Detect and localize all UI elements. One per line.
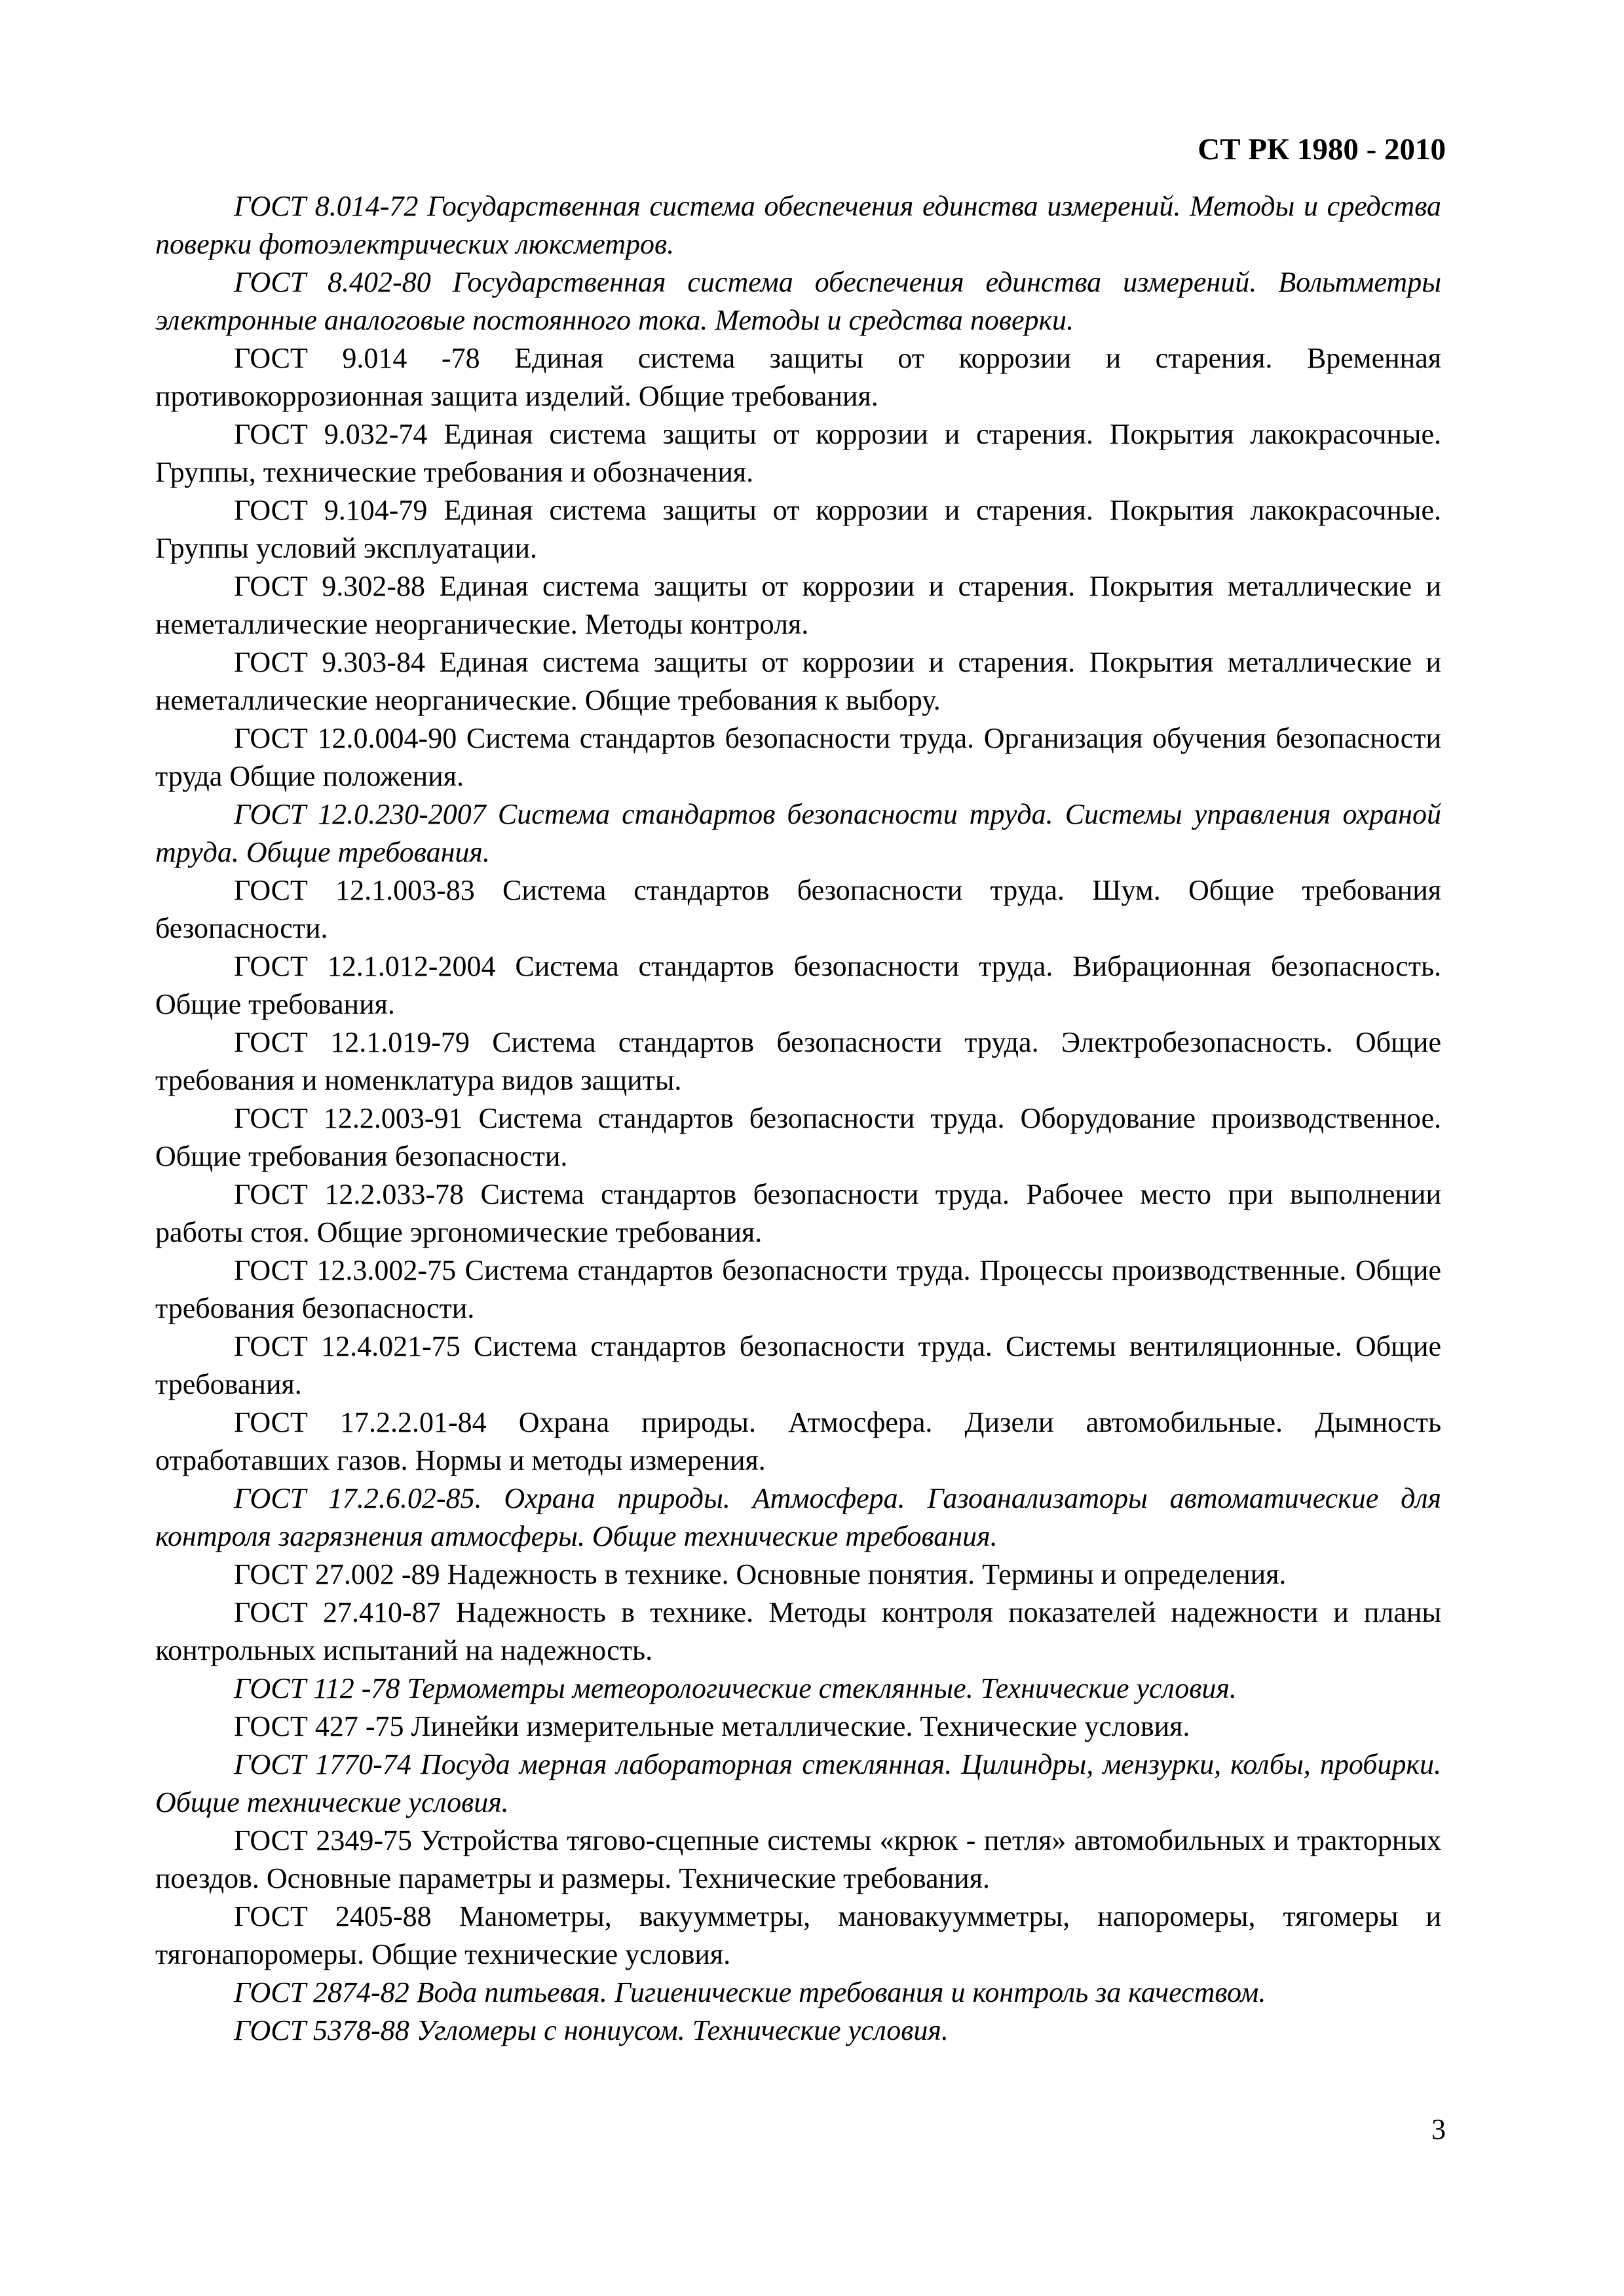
standard-title: Устройства тягово-сцепные системы «крюк - петля» автомобильных и тракторных поездов. Основные параметры и размеры. Технические требования. <box>155 1824 1442 1894</box>
list-item <box>155 1974 1441 2012</box>
standard-code: ГОСТ 8.014-72 <box>234 190 419 222</box>
standard-title: Система стандартов безопасности труда. Системы вентиляционные. Общие требования. <box>155 1330 1442 1400</box>
standard-code: ГОСТ 12.1.019-79 <box>234 1026 470 1058</box>
list-item <box>155 187 1441 263</box>
standard-code: ГОСТ 12.0.230-2007 <box>234 798 486 830</box>
standard-title: Единая система защиты от коррозии и старения. Покрытия металлические и неметаллические неорганические. Общие требования к выбору. <box>155 646 1442 716</box>
standard-code: ГОСТ 9.104-79 <box>234 494 428 526</box>
list-item <box>155 947 1441 1024</box>
list-item <box>155 1556 1441 1594</box>
page-number: 3 <box>1431 2113 1446 2145</box>
standard-code: ГОСТ 27.410-87 <box>234 1596 441 1628</box>
standard-code: ГОСТ 2405-88 <box>234 1900 432 1932</box>
standard-title: Единая система защиты от коррозии и старения. Временная противокоррозионная защита изделий. Общие требования. <box>155 342 1441 412</box>
list-item <box>155 491 1441 567</box>
list-item <box>155 1480 1441 1556</box>
list-item <box>155 567 1441 643</box>
list-item <box>155 1898 1441 1974</box>
list-item <box>155 2012 1441 2050</box>
standard-code: ГОСТ 12.4.021-75 <box>234 1330 461 1362</box>
list-item <box>155 1100 1441 1176</box>
standard-title: Система стандартов безопасности труда. Шум. Общие требования безопасности. <box>155 874 1442 944</box>
list-item <box>155 643 1441 719</box>
standard-title: Термометры метеорологические стеклянные. Технические условия. <box>407 1672 1237 1704</box>
standard-title: Посуда мерная лабораторная стеклянная. Цилиндры, мензурки, колбы, пробирки. Общие технические условия. <box>155 1748 1442 1818</box>
standard-title: Охрана природы. Атмосфера. Газоанализаторы автоматические для контроля загрязнения атмосферы. Общие технические требования. <box>155 1482 1441 1552</box>
standard-title: Линейки измерительные металлические. Технические условия. <box>411 1710 1190 1742</box>
standard-code: ГОСТ 17.2.6.02-85. <box>234 1482 482 1514</box>
list-item <box>155 1670 1441 1708</box>
standard-code: ГОСТ 12.3.002-75 <box>234 1254 457 1286</box>
list-item <box>155 1708 1441 1746</box>
list-item <box>155 871 1441 947</box>
standard-code: ГОСТ 17.2.2.01-84 <box>234 1406 487 1438</box>
standard-title: Система стандартов безопасности труда. Процессы производственные. Общие требования безопасности. <box>155 1254 1442 1324</box>
standard-code: ГОСТ 12.1.003-83 <box>234 874 475 906</box>
list-item <box>155 795 1441 871</box>
standard-title: Система стандартов безопасности труда. Оборудование производственное. Общие требования безопасности. <box>155 1102 1442 1172</box>
standard-code: ГОСТ 8.402-80 <box>234 266 431 298</box>
standard-title: Надежность в технике. Основные понятия. Термины и определения. <box>447 1558 1287 1590</box>
standard-code: ГОСТ 427 -75 <box>234 1710 404 1742</box>
standard-code: ГОСТ 2874-82 <box>234 1976 409 2008</box>
standard-code: ГОСТ 2349-75 <box>234 1824 413 1856</box>
list-item <box>155 1024 1441 1100</box>
standards-reference-list <box>155 187 1441 2050</box>
list-item <box>155 263 1441 339</box>
standard-title: Государственная система обеспечения единства измерений. Методы и средства поверки фотоэлектрических люксметров. <box>155 190 1442 260</box>
standard-code: ГОСТ 9.303-84 <box>234 646 425 678</box>
standard-title: Система стандартов безопасности труда. Вибрационная безопасность. Общие требования. <box>155 950 1442 1020</box>
standard-code: ГОСТ 9.014 -78 <box>234 342 480 374</box>
standard-code: ГОСТ 5378-88 <box>234 2014 409 2046</box>
list-item <box>155 1404 1441 1480</box>
list-item <box>155 415 1441 491</box>
standard-title: Угломеры с нониусом. Технические условия. <box>416 2014 949 2046</box>
standard-code: ГОСТ 12.2.033-78 <box>234 1178 464 1210</box>
list-item <box>155 719 1441 795</box>
standard-title: Манометры, вакуумметры, мановакуумметры, напоромеры, тягомеры и тягонапоромеры. Общие технические условия. <box>155 1900 1442 1970</box>
standard-title: Система стандартов безопасности труда. Рабочее место при выполнении работы стоя. Общие эргономические требования. <box>155 1178 1442 1248</box>
standard-code: ГОСТ 12.2.003-91 <box>234 1102 463 1134</box>
list-item <box>155 1746 1441 1822</box>
list-item <box>155 1176 1441 1252</box>
list-item <box>155 1252 1441 1328</box>
standard-code: ГОСТ 112 -78 <box>234 1672 400 1704</box>
standard-title: Система стандартов безопасности труда. Электробезопасность. Общие требования и номенклатура видов защиты. <box>155 1026 1442 1096</box>
list-item <box>155 1822 1441 1898</box>
list-item <box>155 1328 1441 1404</box>
standard-code: ГОСТ 9.302-88 <box>234 570 425 602</box>
list-item <box>155 339 1441 415</box>
standard-title: Государственная система обеспечения единства измерений. Вольтметры электронные аналоговые постоянного тока. Методы и средства поверки. <box>155 266 1441 336</box>
standard-code: ГОСТ 1770-74 <box>234 1748 411 1780</box>
standard-code: ГОСТ 12.1.012-2004 <box>234 950 496 982</box>
standard-title: Вода питьевая. Гигиенические требования и контроль за качеством. <box>416 1976 1266 2008</box>
standard-title: Система стандартов безопасности труда. Организация обучения безопасности труда Общие положения. <box>155 722 1442 792</box>
standard-title: Охрана природы. Атмосфера. Дизели автомобильные. Дымность отработавших газов. Нормы и методы измерения. <box>155 1406 1442 1476</box>
standard-code: ГОСТ 9.032-74 <box>234 418 428 450</box>
standard-code: ГОСТ 27.002 -89 <box>234 1558 440 1590</box>
standard-title: Единая система защиты от коррозии и старения. Покрытия металлические и неметаллические неорганические. Методы контроля. <box>155 570 1442 640</box>
standard-code: ГОСТ 12.0.004-90 <box>234 722 457 754</box>
standard-title: Система стандартов безопасности труда. Системы управления охраной труда. Общие требования. <box>155 798 1441 868</box>
standard-title: Единая система защиты от коррозии и старения. Покрытия лакокрасочные. Группы, технические требования и обозначения. <box>155 418 1442 488</box>
document-code-header: СТ РК 1980 - 2010 <box>1198 132 1446 166</box>
standard-title: Надежность в технике. Методы контроля показателей надежности и планы контрольных испытаний на надежность. <box>155 1596 1442 1666</box>
list-item <box>155 1594 1441 1670</box>
standard-title: Единая система защиты от коррозии и старения. Покрытия лакокрасочные. Группы условий эксплуатации. <box>155 494 1442 564</box>
